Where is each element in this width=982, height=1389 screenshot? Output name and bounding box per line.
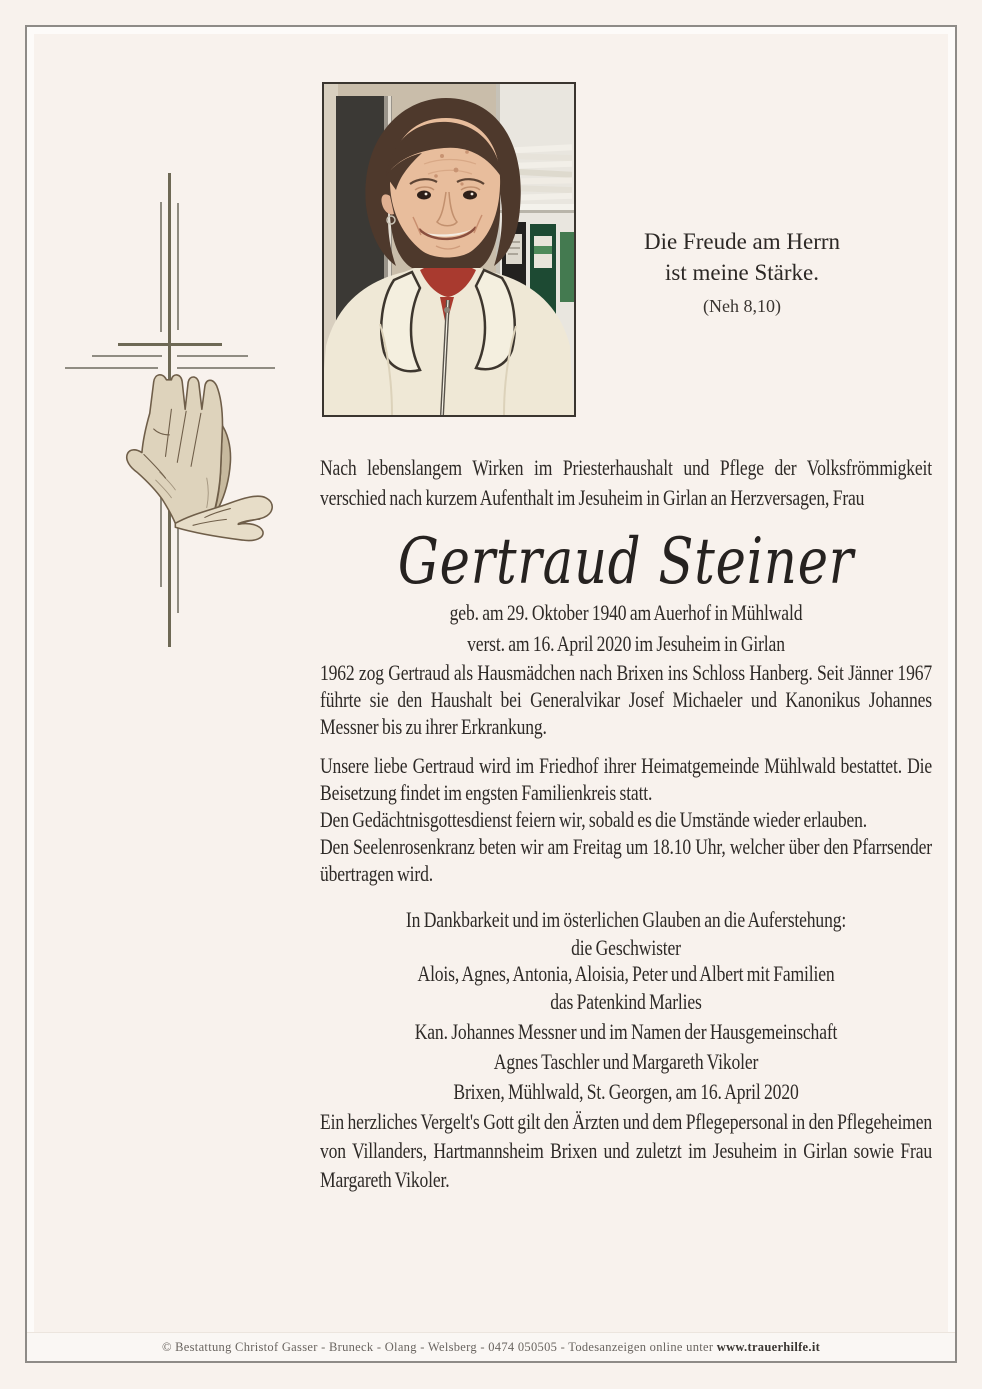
footer-bar	[27, 1332, 955, 1361]
quote-reference: (Neh 8,10)	[703, 296, 781, 316]
quote-line: Die Freude am Herrn	[643, 229, 841, 254]
death-date-line: verst. am 16. April 2020 im Jesuheim in Girlan	[467, 631, 785, 656]
bible-quote	[597, 226, 887, 322]
cross-line	[177, 355, 248, 357]
siblings-label: die Geschwister	[571, 935, 681, 960]
household-line: Kan. Johannes Messner und im Namen der Hausgemeinschaft	[414, 1019, 838, 1044]
deceased-name: Gertraud Steiner	[397, 525, 855, 599]
quote-line: ist meine Stärke.	[665, 260, 819, 285]
memorial-service-paragraph: Den Gedächtnisgottesdienst feiern wir, sobald es die Umstände wieder erlauben.	[320, 807, 868, 832]
footer-text: © Bestattung Christof Gasser - Bruneck - Olang - Welsberg - 0474 050505 - Todesanzeigen online unter	[161, 1339, 717, 1354]
household-names: Agnes Taschler und Margareth Vikoler	[493, 1049, 759, 1074]
cross-line	[65, 367, 158, 369]
intro-text: Nach lebenslangem Wirken im Priesterhaushalt und Pflege der Volksfrömmigkeit verschied nach kurzem Aufenthalt im Jesuheim in Girlan an Herzversagen, Frau	[320, 455, 932, 510]
thanks-paragraph: Ein herzliches Vergelt's Gott gilt den Ärzten und dem Pflegepersonal in den Pflegeheimen von Villanders, Hartmannsheim Brixen und zuletzt im Jesuheim in Girlan sowie Frau Margareth Vikoler.	[320, 1109, 932, 1192]
footer-website-link: www.trauerhilfe.it	[716, 1339, 821, 1354]
obituary-text	[320, 453, 932, 1194]
cross-line	[160, 202, 162, 332]
birth-date-line: geb. am 29. Oktober 1940 am Auerhof in Mühlwald	[449, 600, 803, 625]
portrait-photo-image	[324, 84, 574, 415]
siblings-names: Alois, Agnes, Antonia, Aloisia, Peter und Albert mit Familien	[417, 961, 835, 986]
burial-info	[320, 752, 932, 887]
cross-line	[177, 203, 179, 330]
rosary-paragraph: Den Seelenrosenkranz beten wir am Freitag um 18.10 Uhr, welcher über den Pfarrsender übertragen wird.	[320, 834, 932, 886]
place-date-line: Brixen, Mühlwald, St. Georgen, am 16. April 2020	[453, 1079, 799, 1104]
cross-line	[177, 367, 275, 369]
portrait-photo	[322, 82, 576, 417]
praying-hands-icon	[108, 370, 280, 542]
cross-line	[118, 343, 222, 346]
burial-paragraph: Unsere liebe Gertraud wird im Friedhof ihrer Heimatgemeinde Mühlwald bestattet. Die Beisetzung findet im engsten Familienkreis statt.	[320, 753, 932, 805]
godchild-line: das Patenkind Marlies	[550, 989, 702, 1014]
cross-line	[92, 355, 162, 357]
mourners-heading: In Dankbarkeit und im österlichen Glauben an die Auferstehung:	[405, 907, 847, 932]
biography-text: 1962 zog Gertraud als Hausmädchen nach Brixen ins Schloss Hanberg. Seit Jänner 1967 führte sie den Haushalt bei Generalvikar Josef Michaeler und Kanonikus Johannes Messner bis zu ihrer Erkrankung.	[320, 660, 932, 739]
mourners-section	[320, 905, 932, 1077]
